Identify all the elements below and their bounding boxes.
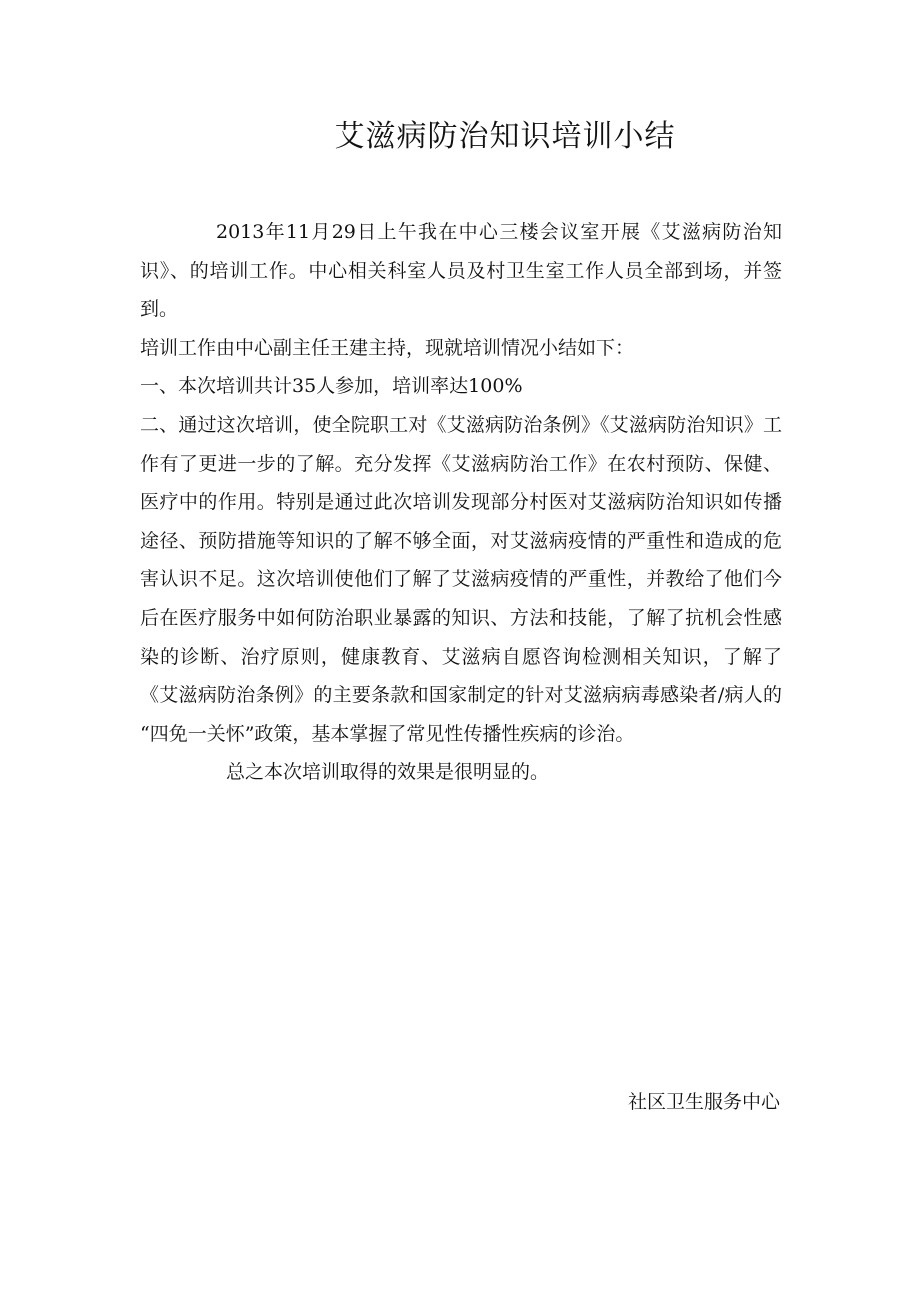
document-body [140,213,782,792]
intro-paragraph: 2013年11月29日上午我在中心三楼会议室开展《艾滋病防治知识》、的培训工作。中心相关科室人员及村卫生室工作人员全部到场，并签到。 [140,221,782,321]
host-paragraph: 培训工作由中心副主任王建主持，现就培训情况小结如下： [140,336,635,359]
item-one-paragraph: 一、本次培训共计35人参加，培训率达100% [140,375,523,398]
signature: 社区卫生服务中心 [627,1091,780,1113]
item-two-paragraph: 二、通过这次培训，使全院职工对《艾滋病防治条例》《艾滋病防治知识》工作有了更进一步的了解。充分发挥《艾滋病防治工作》在农村预防、保健、医疗中的作用。特别是通过此次培训发现部分村医对艾滋病防治知识如传播途径、预防措施等知识的了解不够全面，对艾滋病疫情的严重性和造成的危害认识不足。这次培训使他们了解了艾滋病疫情的严重性，并教给了他们今后在医疗服务中如何防治职业暴露的知识、方法和技能，了解了抗机会性感染的诊断、治疗原则，健康教育、艾滋病自愿咨询检测相关知识，了解了《艾滋病防治条例》的主要条款和国家制定的针对艾滋病病毒感染者/病人的 “四免一关怀”政策，基本掌握了常见性传播性疾病的诊治。 [140,413,782,745]
document-title: 艾滋病防治知识培训小结 [334,119,676,154]
closing-paragraph: 总之本次培训取得的效果是很明显的。 [226,761,550,784]
